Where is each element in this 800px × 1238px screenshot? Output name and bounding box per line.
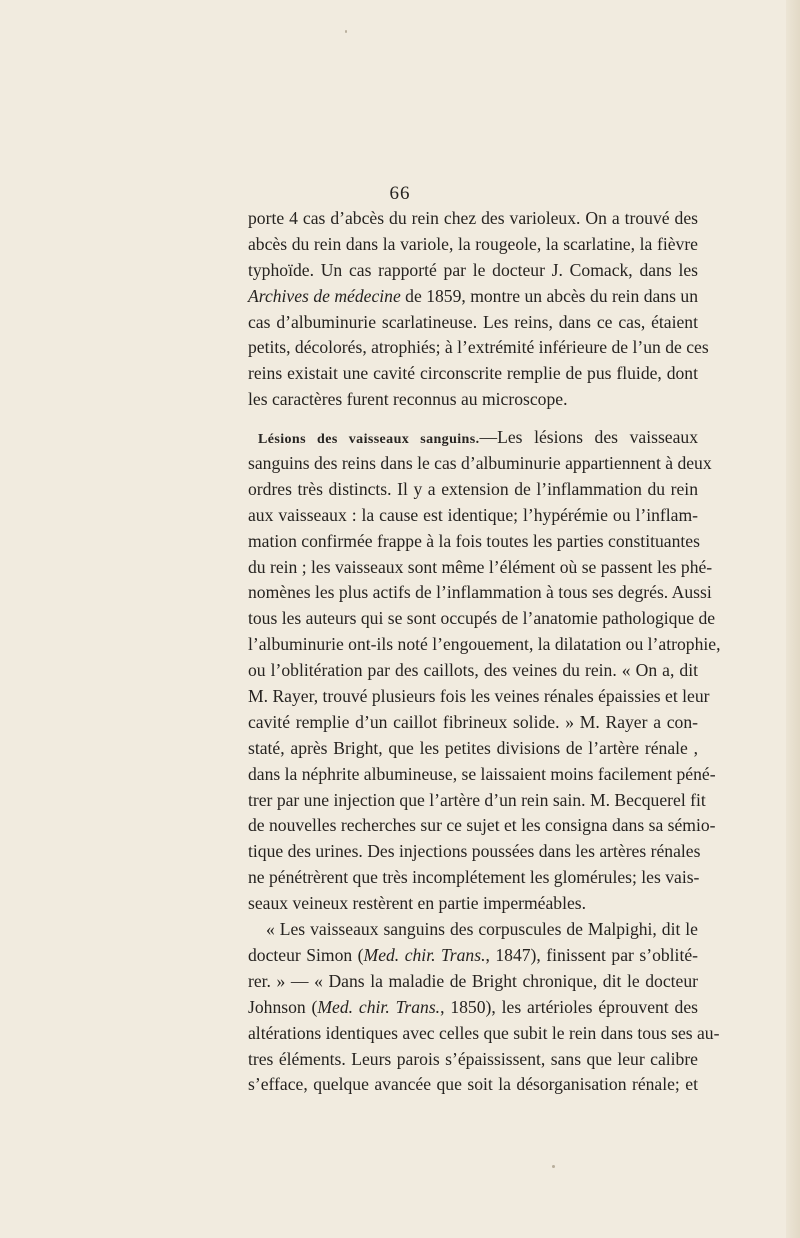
body-text	[248, 206, 721, 1098]
text-run: de 1859, montre un abcès du rein dans un	[400, 285, 698, 306]
section-heading: Lésions des vaisseaux sanguins.	[258, 432, 480, 448]
text-line: mation confirmée frappe à la fois toutes les parties constituantes	[248, 530, 700, 551]
text-line: rer. » — « Dans la maladie de Bright chronique, dit le docteur	[248, 970, 698, 991]
text-line: seaux veineux restèrent en partie imperméables.	[248, 893, 587, 914]
text-line: aux vaisseaux : la cause est identique; l’hypérémie ou l’inflam-	[248, 504, 698, 525]
paragraph-citations	[248, 917, 720, 1098]
text-run: Johnson (	[248, 996, 318, 1017]
text-run: , 1850), les artérioles éprouvent des	[440, 996, 699, 1017]
text-line: sanguins des reins dans le cas d’albuminurie appartiennent à deux	[248, 453, 712, 474]
text-line: altérations identiques avec celles que subit le rein dans tous ses au-	[248, 1022, 720, 1043]
text-line: de nouvelles recherches sur ce sujet et les consigna dans sa sémio-	[248, 815, 716, 836]
text-line: s’efface, quelque avancée que soit la désorganisation rénale; et	[248, 1074, 698, 1095]
text-line: staté, après Bright, que les petites divisions de l’artère rénale ,	[248, 737, 698, 758]
text-line	[248, 995, 698, 1021]
journal-title: Archives de médecine	[248, 285, 401, 306]
text-line: reins existait une cavité circonscrite remplie de pus fluide, dont	[248, 363, 698, 384]
journal-title: Med. chir. Trans.	[317, 996, 441, 1017]
text-line: dans la néphrite albumineuse, se laissaient moins facilement péné-	[248, 763, 716, 784]
text-line: nomènes les plus actifs de l’inflammation à tous ses degrés. Aussi	[248, 582, 712, 603]
paper-speck	[345, 30, 347, 33]
text-line: l’albuminurie ont-ils noté l’engouement, la dilatation ou l’atrophie,	[248, 634, 721, 655]
text-line: porte 4 cas d’abcès du rein chez des varioleux. On a trouvé des	[248, 208, 698, 228]
text-line: ou l’oblitération par des caillots, des veines du rein. « On a, dit	[248, 660, 698, 681]
text-run: , 1847), finissent par s’oblité-	[485, 944, 698, 965]
text-line: tique des urines. Des injections poussées dans les artères rénales	[248, 841, 701, 862]
text-line: tres éléments. Leurs parois s’épaississent, sans que leur calibre	[248, 1048, 698, 1069]
paragraph-lesions-vaisseaux	[248, 425, 721, 917]
text-line: du rein ; les vaisseaux sont même l’élément où se passent les phé-	[248, 556, 713, 577]
paper-speck	[552, 1165, 555, 1168]
text-run: —Les lésions des vaisseaux	[479, 427, 699, 448]
text-line: tous les auteurs qui se sont occupés de l’anatomie pathologique de	[248, 608, 716, 629]
text-line: petits, décolorés, atrophiés; à l’extrémité inférieure de l’un de ces	[248, 337, 709, 358]
text-line: « Les vaisseaux sanguins des corpuscules de Malpighi, dit le	[266, 919, 698, 940]
text-line: ne pénétrèrent que très incomplétement les glomérules; les vais-	[248, 867, 700, 888]
text-line: trer par une injection que l’artère d’un rein sain. M. Becquerel fit	[248, 789, 706, 810]
text-line: typhoïde. Un cas rapporté par le docteur J. Comack, dans les	[248, 259, 698, 280]
text-line	[248, 425, 698, 451]
text-line: ordres très distincts. Il y a extension de l’inflammation du rein	[248, 478, 698, 499]
text-line: cavité remplie d’un caillot fibrineux solide. » M. Rayer a con-	[248, 711, 698, 732]
text-run: docteur Simon (	[248, 944, 364, 965]
text-line: cas d’albuminurie scarlatineuse. Les reins, dans ce cas, étaient	[248, 311, 698, 332]
text-line	[248, 943, 698, 969]
text-line: M. Rayer, trouvé plusieurs fois les veines rénales épaissies et leur	[248, 686, 710, 707]
journal-title: Med. chir. Trans.	[363, 944, 486, 965]
paragraph-abces	[248, 206, 709, 413]
page-number: 66	[389, 183, 411, 204]
text-line	[248, 284, 698, 310]
text-line: les caractères furent reconnus au microscope.	[248, 389, 568, 410]
text-line: abcès du rein dans la variole, la rougeole, la scarlatine, la fièvre	[248, 233, 698, 254]
